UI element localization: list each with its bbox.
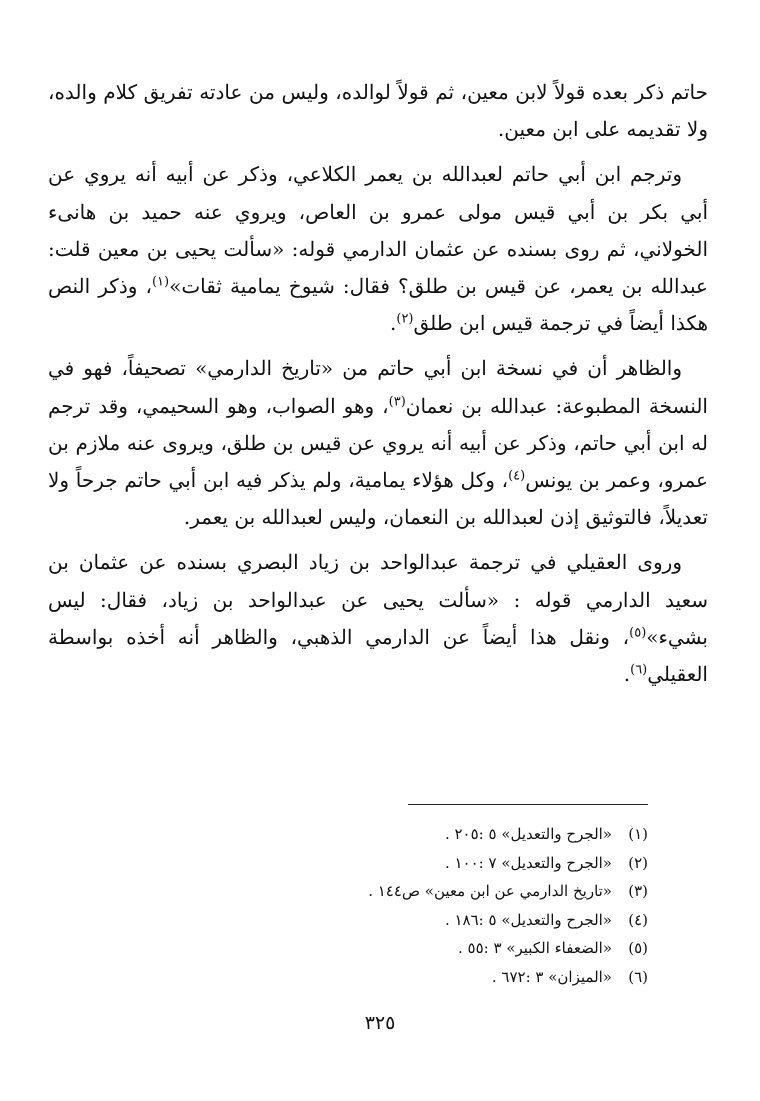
body-text xyxy=(48,74,708,693)
footnotes-list xyxy=(88,820,648,992)
paragraph-3 xyxy=(48,350,708,536)
footnote-4 xyxy=(88,906,648,935)
page-number: ٣٢٥ xyxy=(364,1012,396,1034)
paragraph-4-text-b: ، ونقل هذا أيضاً عن الدارمي الذهبي، والظاهر أنه أخذه بواسطة العقيلي xyxy=(48,624,708,687)
footnote-separator xyxy=(408,804,648,805)
footnote-5 xyxy=(88,934,648,963)
paragraph-1-text: حاتم ذكر بعده قولاً لابن معين، ثم قولاً لوالده، وليس من عادته تفريق كلام والده، ولا تقديمه على ابن معين. xyxy=(48,80,708,142)
footnote-ref-4: (٤) xyxy=(508,468,526,484)
footnote-number: (١) xyxy=(628,825,648,843)
footnote-number: (٢) xyxy=(628,853,648,872)
footnote-text: «الميزان» ٣ :٦٧٢ . xyxy=(491,967,612,986)
footnote-1 xyxy=(88,820,648,849)
paragraph-2-text-b: ، وذكر النص هكذا أيضاً في ترجمة قيس ابن طلق xyxy=(48,274,708,336)
paragraph-3-text-a: والظاهر أن في نسخة ابن أبي حاتم من «تاريخ الدارمي» تصحيفاً، فهو في النسخة المطبوعة: عبدالله بن نعمان xyxy=(48,356,708,418)
footnote-number: (٣) xyxy=(628,882,648,901)
paragraph-4-text-c: . xyxy=(623,662,631,687)
footnote-number: (٦) xyxy=(628,967,648,986)
footnote-2 xyxy=(88,849,648,878)
paragraph-2-text-c: . xyxy=(390,311,397,336)
footnote-ref-2: (٢) xyxy=(396,311,414,327)
footnote-ref-1: (١) xyxy=(151,274,170,290)
footnote-text: «تاريخ الدارمي عن ابن معين» ص١٤٤ . xyxy=(368,882,612,901)
paragraph-3-text-c: ، وكل هؤلاء يمامية، ولم يذكر فيه ابن أبي حاتم جرحاً ولا تعديلاً، فالتوثيق إذن لعبدالله بن النعمان، وليس لعبدالله بن يعمر. xyxy=(48,468,708,530)
footnote-ref-6: (٦) xyxy=(630,662,648,678)
paragraph-3-text-b: ، وهو الصواب، وهو السحيمي، وقد ترجم له ابن أبي حاتم، وذكر عن أبيه أنه يروي عن قيس بن طلق، ويروى عنه ملازم بن عمرو، وعمر بن يونس xyxy=(48,393,708,493)
footnote-text: «الجرح والتعديل» ٧ :١٠٠ . xyxy=(444,853,612,872)
footnote-3 xyxy=(88,877,648,906)
paragraph-2 xyxy=(48,156,708,342)
footnote-text: «الجرح والتعديل» ٥ :٢٠٥ . xyxy=(444,825,612,843)
footnote-text: «الجرح والتعديل» ٥ :١٨٦ . xyxy=(444,910,612,929)
paragraph-4-text-a: وروى العقيلي في ترجمة عبدالواحد بن زياد البصري بسنده عن عثمان بن سعيد الدارمي قوله : «سألت يحيى عن عبدالواحد بن زياد، فقال: ليس بشيء» xyxy=(48,550,708,649)
footnote-number: (٥) xyxy=(628,939,648,958)
footnote-number: (٤) xyxy=(628,910,648,929)
paragraph-4 xyxy=(48,544,708,693)
paragraph-1 xyxy=(48,74,708,148)
footnote-text: «الضعفاء الكبير» ٣ :٥٥ . xyxy=(458,939,612,958)
paragraph-2-text-a: وترجم ابن أبي حاتم لعبدالله بن يعمر الكلاعي، وذكر عن أبيه أنه يروي عن أبي بكر بن أبي قيس مولى عمرو بن العاص، ويروي عنه حميد بن هانىء الخولاني، ثم روى بسنده عن عثمان الدارمي قوله: «سألت يحيى بن معين قلت: عبدالله بن يعمر، عن قيس بن طلق؟ فقال: شيوخ يمامية ثقات» xyxy=(48,162,709,299)
footnote-ref-3: (٣) xyxy=(388,393,406,409)
footnote-ref-5: (٥) xyxy=(629,625,647,641)
footnote-6 xyxy=(88,963,648,992)
